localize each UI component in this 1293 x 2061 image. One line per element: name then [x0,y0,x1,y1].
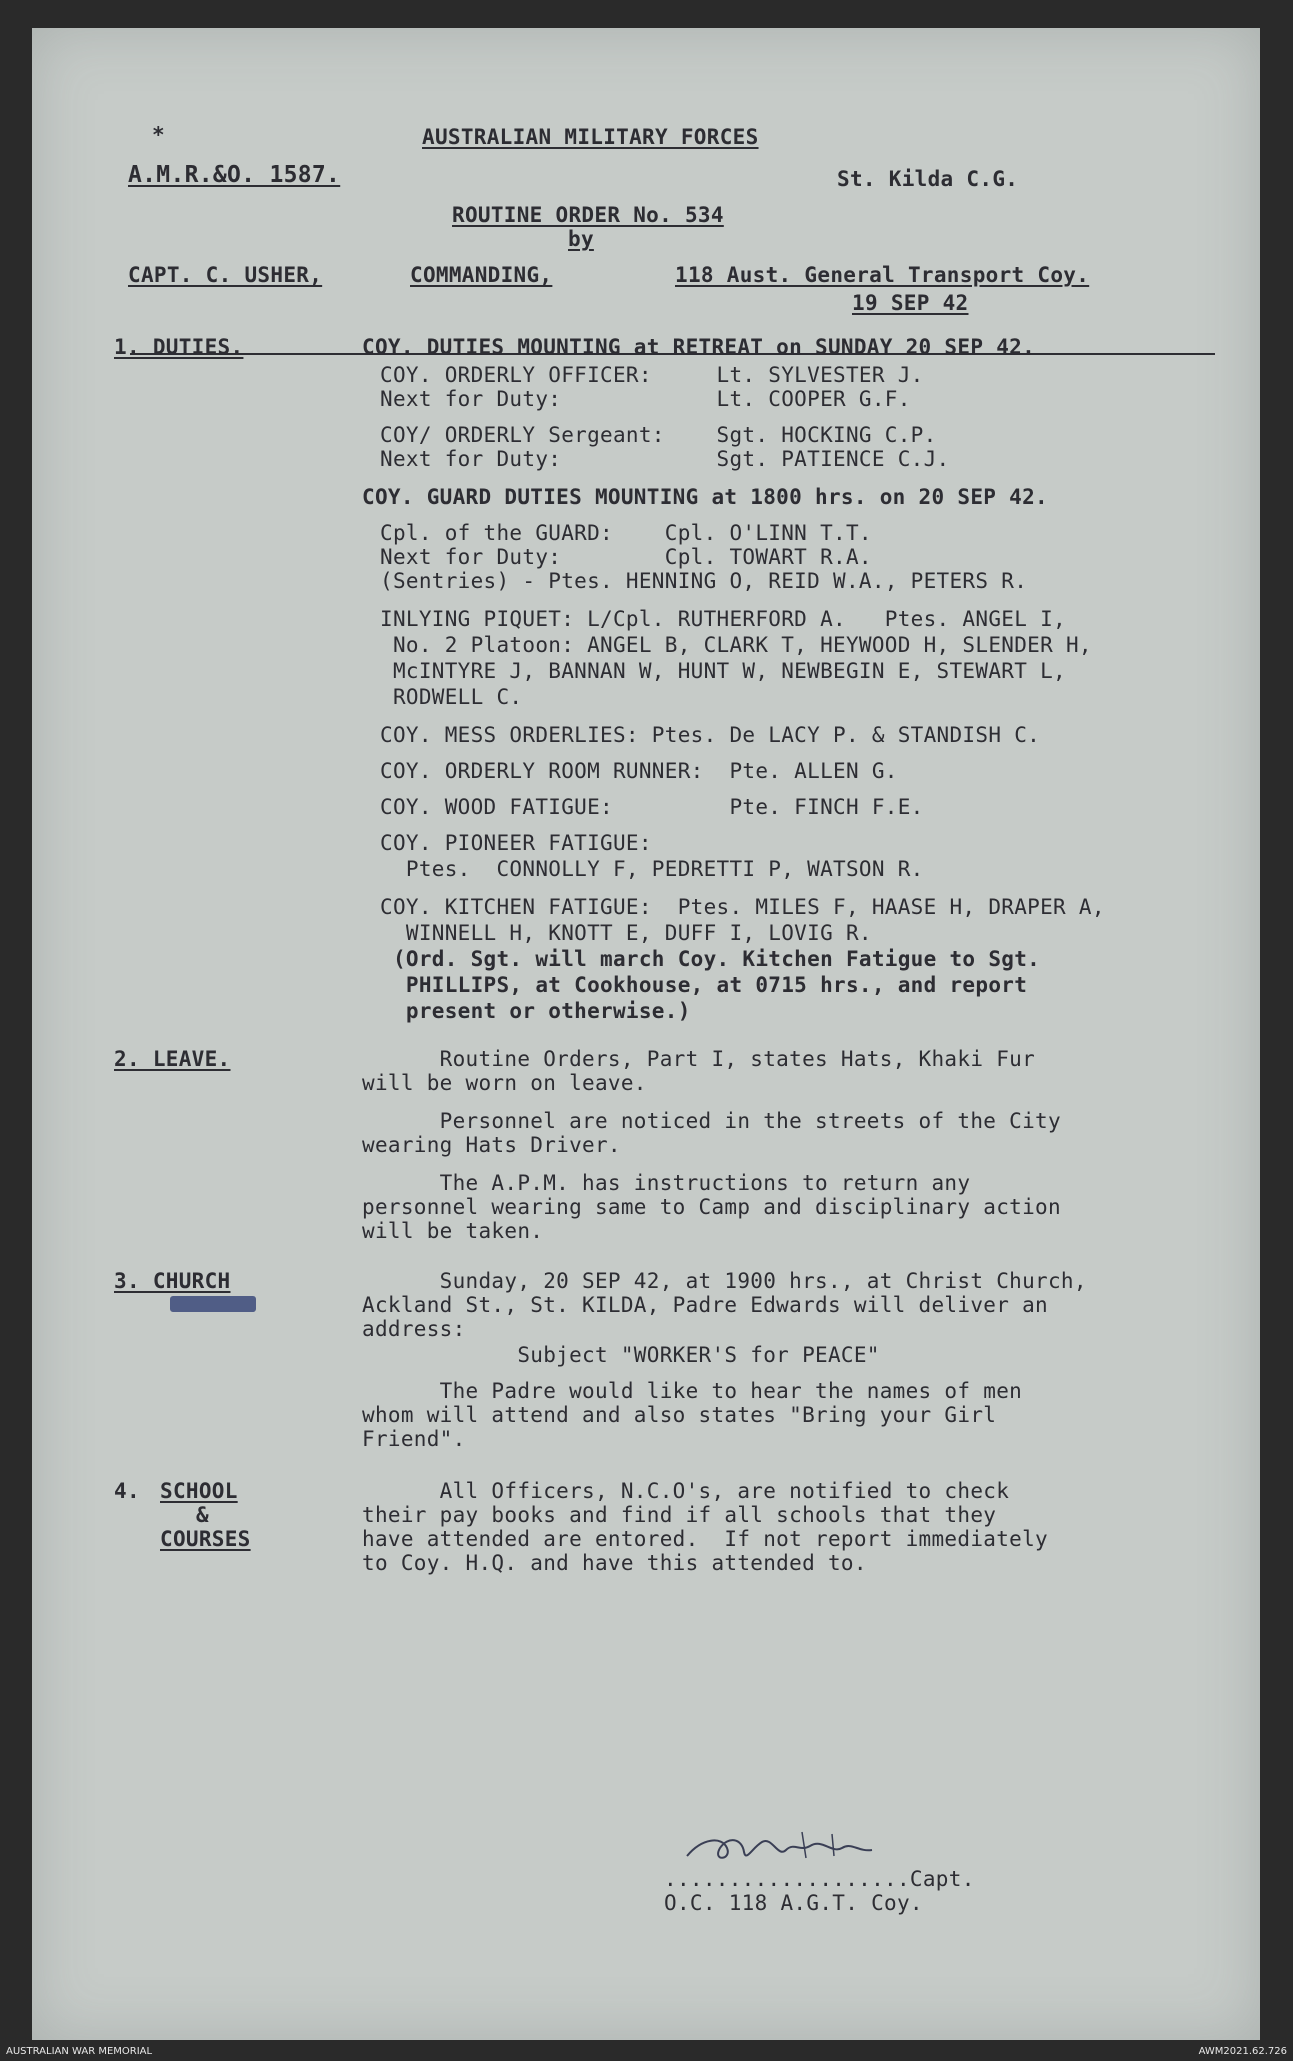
section-4-heading-2: & [196,1503,209,1527]
signature-rank: ...................Capt. [664,1867,975,1891]
duties-line-23: present or otherwise.) [380,999,691,1023]
duties-line-10: INLYING PIQUET: L/Cpl. RUTHERFORD A. Ptes. ANGEL I, [380,607,1066,631]
school-line-3: have attended are entored. If not report immediately [362,1527,1048,1551]
duties-line-15: COY. ORDERLY ROOM RUNNER: Pte. ALLEN G. [380,759,898,783]
struck-out-word [170,1296,256,1312]
duties-line-7: Cpl. of the GUARD: Cpl. O'LINN T.T. [380,521,872,545]
duties-line-9: (Sentries) - Ptes. HENNING O, REID W.A., PETERS R. [380,569,1028,593]
signature-title: O.C. 118 A.G.T. Coy. [664,1891,923,1915]
duties-line-1: COY. DUTIES MOUNTING at RETREAT on SUNDAY 20 SEP 42. [362,335,1036,359]
duties-line-17: COY. PIONEER FATIGUE: [380,831,652,855]
section-4-heading-1: SCHOOL [160,1479,238,1503]
duties-line-22: PHILLIPS, at Cookhouse, at 0715 hrs., and report [380,973,1028,997]
header-mark: * [152,123,165,147]
section-4-heading-3: COURSES [160,1527,251,1551]
leave-line-6: personnel wearing same to Camp and disciplinary action [362,1195,1061,1219]
church-line-3: address: [362,1317,466,1341]
church-line-7: Friend". [362,1427,466,1451]
duties-line-11: No. 2 Platoon: ANGEL B, CLARK T, HEYWOOD H, SLENDER H, [380,633,1092,657]
order-reference: A.M.R.&O. 1587. [128,162,341,188]
duties-line-5: Next for Duty: Sgt. PATIENCE C.J. [380,447,950,471]
duties-line-3: Next for Duty: Lt. COOPER G.F. [380,387,911,411]
footer-item-id: AWM2021.62.726 [1198,2046,1287,2057]
duties-line-2: COY. ORDERLY OFFICER: Lt. SYLVESTER J. [380,363,924,387]
handwritten-signature [682,1828,932,1868]
church-line-1: Sunday, 20 SEP 42, at 1900 hrs., at Christ Church, [362,1269,1087,1293]
unit-name: 118 Aust. General Transport Coy. [675,263,1090,287]
duties-line-16: COY. WOOD FATIGUE: Pte. FINCH F.E. [380,795,924,819]
school-line-2: their pay books and find if all schools that they [362,1503,997,1527]
duties-line-12: McINTYRE J, BANNAN W, HUNT W, NEWBEGIN E, STEWART L, [380,659,1066,683]
leave-line-5: The A.P.M. has instructions to return any [362,1171,971,1195]
church-line-6: whom will attend and also states "Bring your Girl [362,1403,997,1427]
leave-line-4: wearing Hats Driver. [362,1133,621,1157]
duties-line-13: RODWELL C. [380,685,523,709]
school-line-1: All Officers, N.C.O's, are notified to check [362,1479,1010,1503]
section-4-number: 4. [114,1479,140,1503]
order-date: 19 SEP 42 [852,291,969,315]
location: St. Kilda C.G. [837,167,1019,191]
commander-name: CAPT. C. USHER, [128,263,323,287]
footer-archive-name: AUSTRALIAN WAR MEMORIAL [6,2046,153,2057]
leave-line-1: Routine Orders, Part I, states Hats, Khaki Fur [362,1047,1036,1071]
duties-line-6: COY. GUARD DUTIES MOUNTING at 1800 hrs. on 20 SEP 42. [362,485,1048,509]
duties-line-8: Next for Duty: Cpl. TOWART R.A. [380,545,872,569]
order-by: by [568,227,594,251]
church-line-5: The Padre would like to hear the names of men [362,1379,1023,1403]
leave-line-2: will be worn on leave. [362,1071,647,1095]
duties-line-20: WINNELL H, KNOTT E, DUFF I, LOVIG R. [380,921,872,945]
leave-line-3: Personnel are noticed in the streets of the City [362,1109,1061,1133]
duties-line-21: (Ord. Sgt. will march Coy. Kitchen Fatigue to Sgt. [380,947,1041,971]
order-title: ROUTINE ORDER No. 534 [452,203,724,227]
leave-line-7: will be taken. [362,1219,544,1243]
duties-line-14: COY. MESS ORDERLIES: Ptes. De LACY P. & STANDISH C. [380,723,1041,747]
force-title: AUSTRALIAN MILITARY FORCES [422,125,759,149]
duties-line-19: COY. KITCHEN FATIGUE: Ptes. MILES F, HAASE H, DRAPER A, [380,895,1105,919]
church-line-2: Ackland St., St. KILDA, Padre Edwards will deliver an [362,1293,1048,1317]
section-1-heading: 1. DUTIES. [114,335,244,359]
duties-line-4: COY/ ORDERLY Sergeant: Sgt. HOCKING C.P. [380,423,937,447]
section-2-heading: 2. LEAVE. [114,1047,231,1071]
commanding-label: COMMANDING, [410,263,553,287]
church-line-4: Subject "WORKER'S for PEACE" [362,1343,880,1367]
duties-line-18: Ptes. CONNOLLY F, PEDRETTI P, WATSON R. [380,857,924,881]
document-page [32,28,1260,2040]
section-3-heading: 3. CHURCH [114,1269,231,1293]
school-line-4: to Coy. H.Q. and have this attended to. [362,1551,867,1575]
